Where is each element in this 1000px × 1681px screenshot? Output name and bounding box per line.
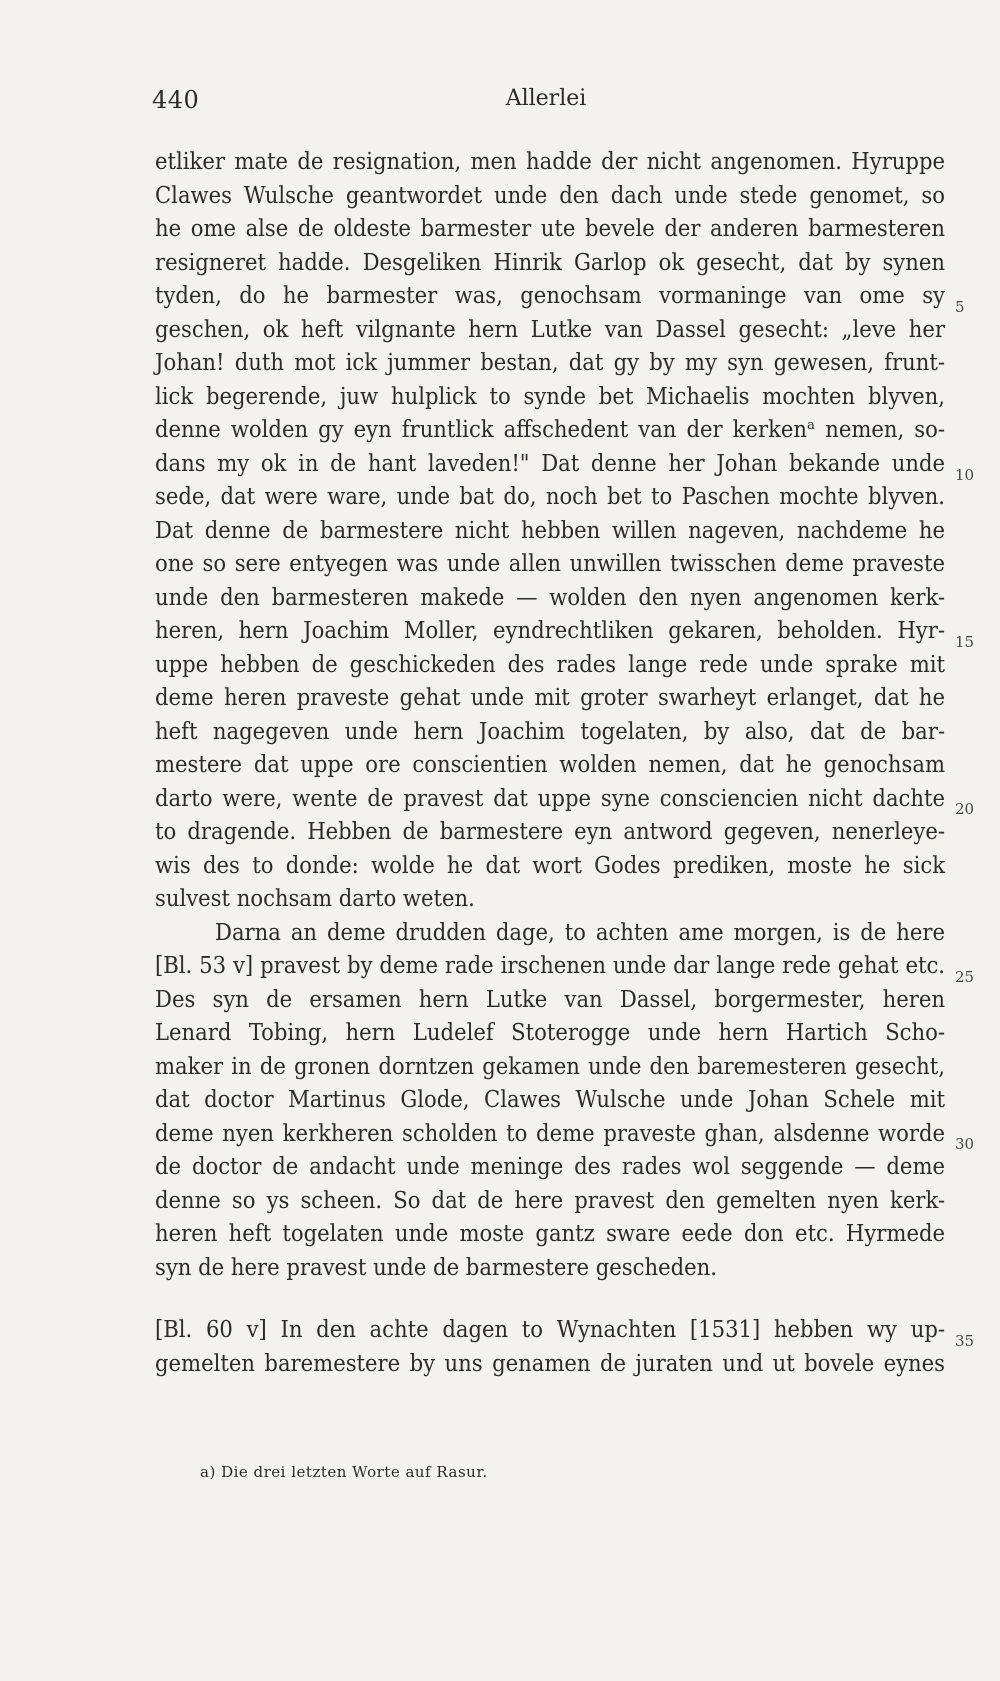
text-line: Lenard Tobing, hern Ludelef Stoterogge unde hern Hartich Scho- [155,1018,945,1046]
text-line: one so sere entyegen was unde allen unwillen twisschen deme praveste [155,549,945,577]
text-line: heren heft togelaten unde moste gantz sware eede don etc. Hyrmede [155,1219,945,1247]
line-number: 25 [955,968,975,986]
text-line: resigneret hadde. Desgeliken Hinrik Garlop ok gesecht, dat by synen [155,247,945,276]
text-line: uppe hebben de geschickeden des rades lange rede unde sprake mit [155,649,945,678]
text-line: tyden, do he barmester was, genochsam vormaninge van ome sy [155,281,945,309]
text-line: dans my ok in de hant laveden!" Dat denne her Johan bekande unde [155,448,945,477]
text-line: heren, hern Joachim Moller, eyndrechtliken gekaren, beholden. Hyr- [155,616,945,644]
line-number: 15 [955,633,975,651]
text-line: geschen, ok heft vilgnante hern Lutke van Dassel gesecht: „leve her [155,314,945,343]
page-number: 440 [152,86,200,114]
text-line: deme heren praveste gehat unde mit groter swarheyt erlanget, dat he [155,683,945,711]
footnote: a) Die drei letzten Worte auf Rasur. [200,1463,488,1481]
text-line: maker in de gronen dorntzen gekamen unde den baremesteren gesecht, [155,1051,945,1080]
text-line: dat doctor Martinus Glode, Clawes Wulsche unde Johan Schele mit [155,1085,945,1113]
running-title: Allerlei [505,86,587,111]
text-line: denne so ys scheen. So dat de here pravest den gemelten nyen kerk- [155,1185,945,1214]
text-line: Dat denne de barmestere nicht hebben willen nageven, nachdeme he [155,515,945,544]
line-number: 35 [955,1332,975,1350]
text-line: unde den barmesteren makede — wolden den nyen angenomen kerk- [155,582,945,611]
text-line: Johan! duth mot ick jummer bestan, dat gy by my syn gewesen, frunt- [155,348,945,376]
text-line: de doctor de andacht unde meninge des rades wol seggende — deme [155,1152,945,1180]
text-line: syn de here pravest unde de barmestere gescheden. [155,1252,717,1281]
line-number: 30 [955,1135,975,1153]
text-line: wis des to donde: wolde he dat wort Godes prediken, moste he sick [155,850,945,879]
text-line: sede, dat were ware, unde bat do, noch bet to Paschen mochte blyven. [155,482,945,510]
text-line: Clawes Wulsche geantwordet unde den dach unde stede genomet, so [155,180,945,209]
text-line: sulvest nochsam darto weten. [155,884,475,912]
text-line: Des syn de ersamen hern Lutke van Dassel, borgermester, heren [155,984,945,1013]
page-header [152,86,940,126]
line-number: 20 [955,800,975,818]
text-line: mestere dat uppe ore conscientien wolden nemen, dat he genochsam [155,750,945,778]
text-line: gemelten baremestere by uns genamen de juraten und ut bovele eynes [155,1348,945,1377]
text-line: Darna an deme drudden dage, to achten ame morgen, is de here [215,917,945,946]
text-line: darto were, wente de pravest dat uppe syne consciencien nicht dachte [155,783,945,812]
text-line: he ome alse de oldeste barmester ute bevele der anderen barmesteren [155,214,945,242]
line-number: 10 [955,466,975,484]
text-line: etliker mate de resignation, men hadde der nicht angenomen. Hyruppe [155,147,945,175]
line-number: 5 [955,298,965,316]
text-line: denne wolden gy eyn fruntlick affschedent van der kerkenᵃ nemen, so- [155,415,945,443]
text-line: lick begerende, juw hulplick to synde bet Michaelis mochten blyven, [155,381,945,410]
text-line: heft nagegeven unde hern Joachim togelaten, by also, dat de bar- [155,716,945,745]
text-line: to dragende. Hebben de barmestere eyn antword gegeven, nenerleye- [155,817,945,845]
text-line: [Bl. 60 v] In den achte dagen to Wynachten [1531] hebben wy up- [155,1315,945,1343]
text-line: deme nyen kerkheren scholden to deme praveste ghan, alsdenne worde [155,1118,945,1147]
text-line: [Bl. 53 v] pravest by deme rade irschenen unde dar lange rede gehat etc. [155,951,945,979]
